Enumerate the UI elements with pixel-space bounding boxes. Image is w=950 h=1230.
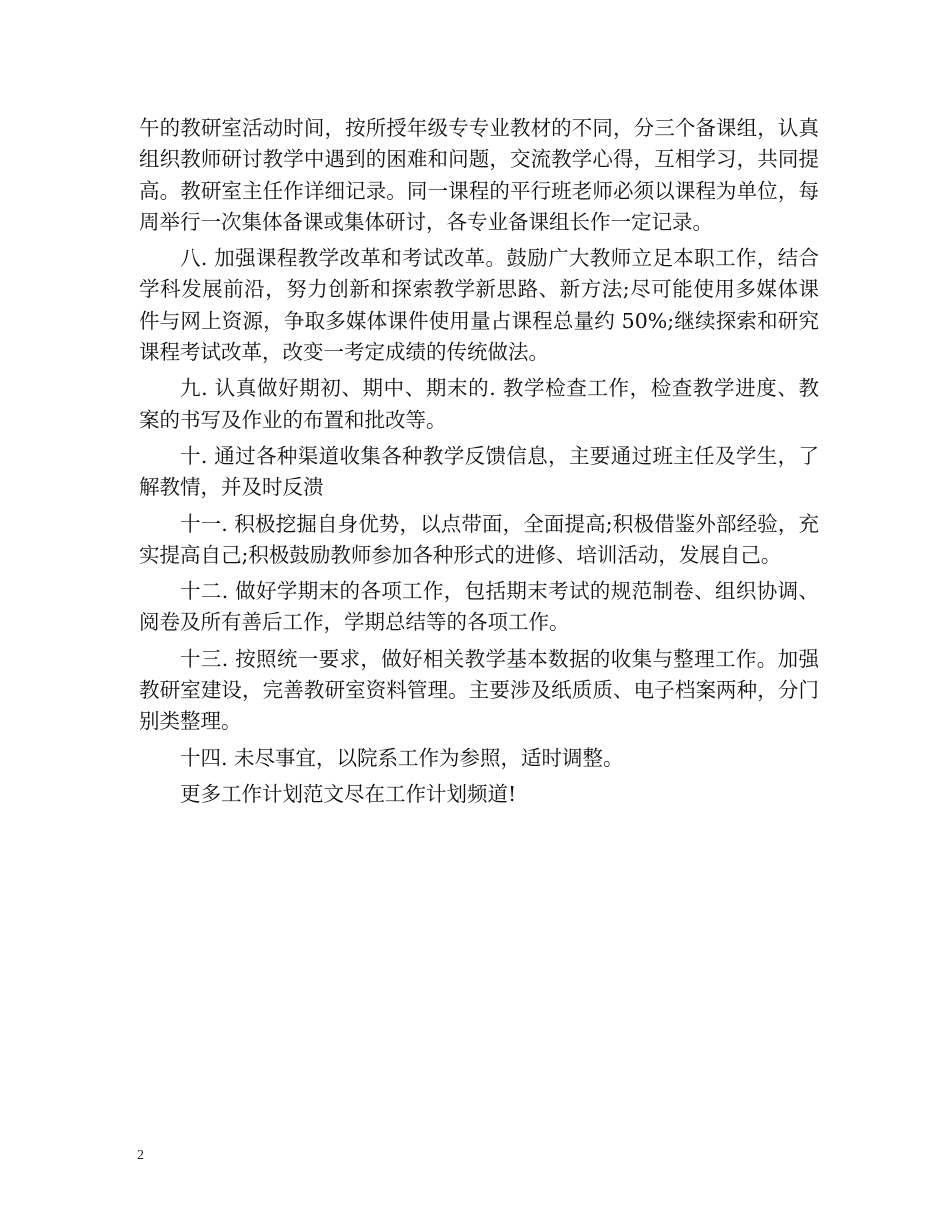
document-body — [139, 113, 819, 815]
paragraph-item-9: 九. 认真做好期初、期中、期末的. 教学检查工作，检查教学进度、教案的书写及作业的布置和批改等。 — [139, 376, 819, 432]
paragraph-item-8: 八. 加强课程教学改革和考试改革。鼓励广大教师立足本职工作，结合学科发展前沿，努力创新和探索教学新思路、新方法;尽可能使用多媒体课件与网上资源，争取多媒体课件使用量占课程总量约 50%;继续探索和研究课程考试改革，改变一考定成绩的传统做法。 — [139, 246, 819, 365]
paragraph-item-12: 十二. 做好学期末的各项工作，包括期末考试的规范制卷、组织协调、阅卷及所有善后工作，学期总结等的各项工作。 — [139, 579, 819, 635]
paragraph-item-13: 十三. 按照统一要求，做好相关教学基本数据的收集与整理工作。加强教研室建设，完善教研室资料管理。主要涉及纸质质、电子档案两种，分门别类整理。 — [139, 646, 819, 734]
paragraph-item-14: 十四. 未尽事宜，以院系工作为参照，适时调整。 — [180, 745, 624, 770]
paragraph-continuation: 午的教研室活动时间，按所授年级专专业教材的不同，分三个备课组，认真组织教师研讨教学中遇到的困难和问题，交流教学心得，互相学习，共同提高。教研室主任作详细记录。同一课程的平行班老师必须以课程为单位，每周举行一次集体备课或集体研讨，各专业备课组长作一定记录。 — [139, 116, 819, 234]
paragraph-item-10: 十. 通过各种渠道收集各种教学反馈信息，主要通过班主任及学生，了解教情，并及时反溃 — [139, 443, 819, 500]
paragraph-closing-link-text: 更多工作计划范文尽在工作计划频道! — [180, 781, 517, 806]
paragraph-item-11: 十一. 积极挖掘自身优势，以点带面，全面提高;积极借鉴外部经验，充实提高自己;积极鼓励教师参加各种形式的进修、培训活动，发展自己。 — [139, 511, 819, 567]
page-number: 2 — [137, 1148, 144, 1163]
